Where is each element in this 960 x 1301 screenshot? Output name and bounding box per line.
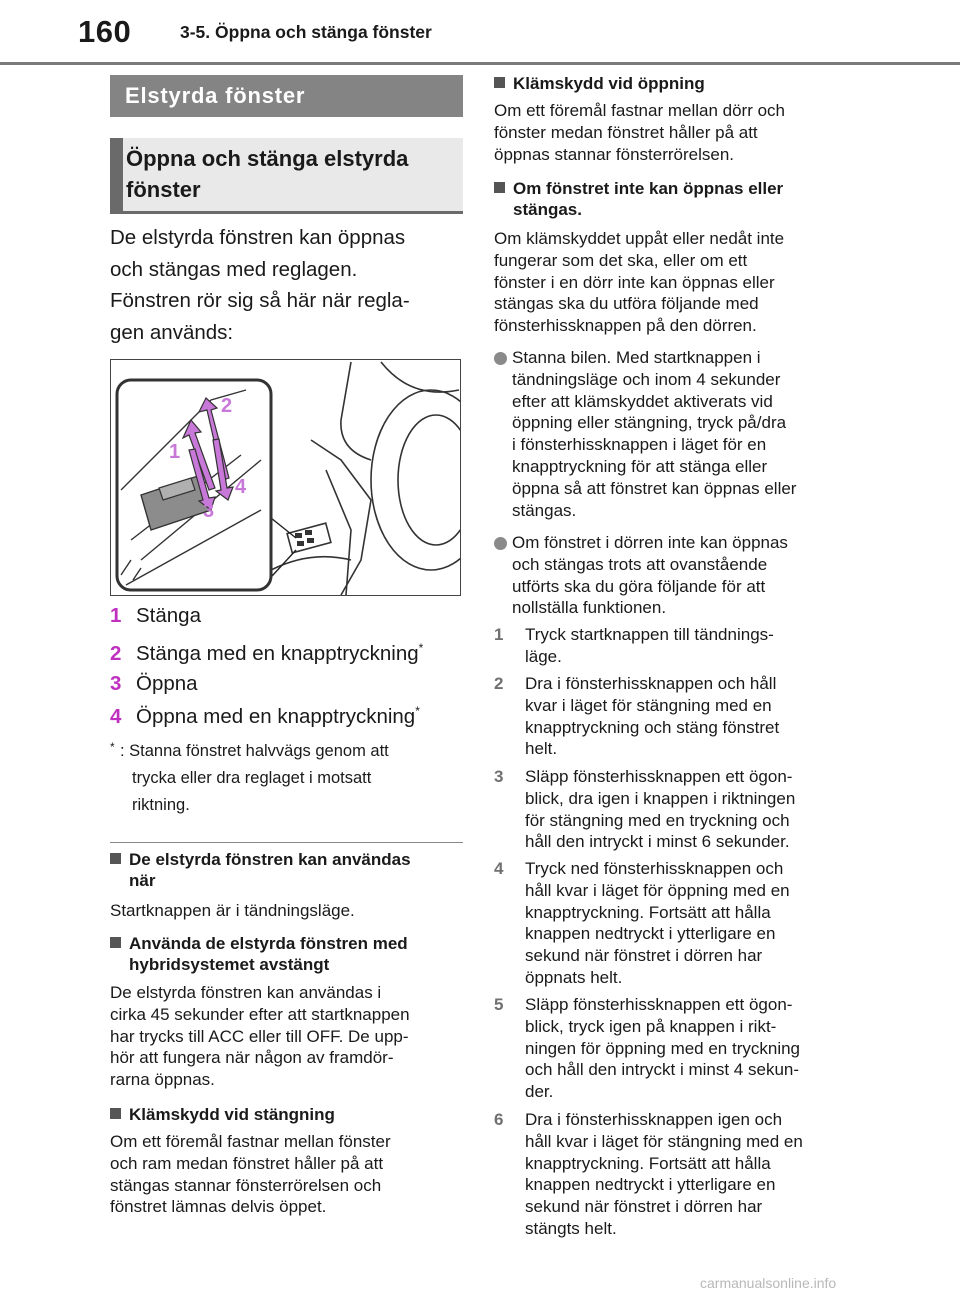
step-item: [494, 624, 854, 668]
body-line: cirka 45 sekunder efter att startknappen: [110, 1004, 410, 1024]
legend-text: Stänga med en knapptryckning: [136, 641, 419, 665]
section-body: [494, 100, 854, 165]
heading-line: Klämskydd vid öppning: [513, 74, 705, 93]
body-line: Om ett föremål fastnar mellan fönster: [110, 1132, 391, 1151]
step-line: öppnats helt.: [525, 967, 623, 987]
body-line: Startknappen är i tändningsläge.: [110, 901, 355, 920]
callout-2: 2: [221, 395, 233, 417]
heading-line: när: [129, 871, 156, 890]
step-line: håll kvar i läget för stängning med en: [525, 1131, 803, 1151]
bullet-line: i fönsterhissknappen i läget för en: [512, 435, 767, 455]
steering-wheel-inner: [398, 415, 460, 545]
section-heading: [110, 1104, 465, 1125]
door-panel-line: [326, 470, 351, 595]
body-line: har trycks till ACC eller till OFF. De upp-: [110, 1026, 409, 1046]
section-body: [110, 982, 465, 1091]
legend-star: *: [415, 704, 420, 718]
legend-number: 2: [110, 641, 122, 665]
footnote: [110, 738, 460, 819]
section-body: [494, 228, 854, 337]
step-line: knapptryckning och stäng fönstret: [525, 717, 780, 737]
circle-bullet-icon: [494, 352, 507, 365]
step-line: der.: [525, 1082, 554, 1102]
step-line: knappen nedtryckt i ytterligare en: [525, 1175, 776, 1195]
heading-line: Använda de elstyrda fönstren med: [129, 934, 408, 953]
body-line: hör att fungera när någon av framdör-: [110, 1048, 394, 1068]
step-line: Dra i fönsterhissknappen och håll: [525, 674, 777, 693]
callout-4: 4: [235, 476, 247, 498]
step-item: [494, 994, 854, 1103]
bullet-line: knapptryckning för att stänga eller: [512, 456, 768, 476]
intro-line: och stängas med reglagen.: [110, 257, 358, 281]
circle-bullet-icon: [494, 537, 507, 550]
dashboard-line: [381, 362, 459, 392]
step-line: ningen för öppning med en tryckning: [525, 1038, 801, 1058]
intro-line: De elstyrda fönstren kan öppnas: [110, 226, 406, 249]
square-bullet-icon: [110, 937, 121, 948]
chapter-banner: Elstyrda fönster: [110, 75, 463, 117]
step-number: 4: [494, 859, 504, 878]
step-line: Tryck ned fönsterhissknappen och: [525, 859, 784, 878]
square-bullet-icon: [110, 853, 121, 864]
section-title: 3-5. Öppna och stänga fönster: [180, 22, 432, 42]
callout-1: 1: [169, 441, 181, 463]
step-item: [494, 673, 854, 760]
body-line: öppnas stannar fönsterrörelsen.: [494, 144, 735, 164]
legend-text: Öppna: [136, 671, 198, 695]
page-number: 160: [78, 14, 132, 49]
intro-line: Fönstren rör sig så här när regla-: [110, 289, 410, 312]
step-line: helt.: [525, 739, 558, 759]
legend-item: [110, 704, 420, 729]
bullet-line: tändningsläge och inom 4 sekunder: [512, 369, 781, 389]
body-line: stängas ska du utföra följande med: [494, 294, 759, 314]
step-line: för stängning med en tryckning och: [525, 810, 790, 830]
section-heading: [494, 178, 854, 220]
heading-line: stängas.: [513, 200, 582, 219]
body-line: fönsterhissknappen på den dörren.: [494, 316, 757, 336]
heading-line: De elstyrda fönstren kan användas: [129, 850, 411, 869]
subheading-line: Öppna och stänga elstyrda: [126, 146, 409, 171]
legend-star: *: [418, 641, 424, 655]
step-line: och håll den intryckt i minst 4 sekun-: [525, 1060, 800, 1080]
footnote-line: : Stanna fönstret halvvägs genom att: [120, 742, 389, 760]
body-line: fönster i en dörr inte kan öppnas eller: [494, 272, 775, 292]
legend-item: [110, 671, 198, 696]
step-number: 5: [494, 995, 504, 1014]
footnote-star: *: [110, 740, 115, 754]
bullet-line: nollställa funktionen.: [512, 598, 667, 618]
bullet-item: [494, 347, 854, 521]
bullet-line: stängas.: [512, 500, 577, 520]
square-bullet-icon: [494, 77, 505, 88]
body-line: Om ett föremål fastnar mellan dörr och: [494, 101, 786, 120]
step-line: knapptryckning. Fortsätt att hålla: [525, 1153, 771, 1173]
legend-item: [110, 641, 423, 666]
door-line: [341, 362, 371, 460]
heading-line: Om fönstret inte kan öppnas eller: [513, 179, 784, 198]
body-line: De elstyrda fönstren kan användas i: [110, 983, 382, 1002]
section-divider: [110, 842, 463, 843]
body-line: fönster medan fönstret håller på att: [494, 122, 758, 142]
legend-text: Stänga: [136, 603, 201, 627]
step-line: håll kvar i läget för öppning med en: [525, 880, 790, 900]
footnote-line: riktning.: [132, 796, 190, 814]
body-line: Om klämskyddet uppåt eller nedåt inte: [494, 229, 785, 248]
section-body: [110, 1131, 465, 1218]
square-bullet-icon: [110, 1108, 121, 1119]
legend-number: 4: [110, 704, 122, 728]
step-line: Tryck startknappen till tändnings-: [525, 625, 774, 644]
step-number: 2: [494, 674, 504, 693]
step-line: Släpp fönsterhissknappen ett ögon-: [525, 995, 793, 1014]
step-line: sekund när fönstret i dörren har: [525, 946, 763, 966]
door-trim-line: [311, 440, 371, 595]
step-item: [494, 858, 854, 989]
square-bullet-icon: [494, 182, 505, 193]
step-line: sekund när fönstret i dörren har: [525, 1197, 763, 1217]
section-heading: [110, 849, 465, 891]
bullet-line: Stanna bilen. Med startknappen i: [512, 348, 761, 367]
bullet-line: öppning eller stängning, tryck på/dra: [512, 413, 787, 433]
body-line: fungerar som det ska, eller om ett: [494, 250, 748, 270]
step-line: läge.: [525, 646, 562, 666]
legend-number: 1: [110, 603, 122, 627]
callout-3: 3: [203, 500, 215, 522]
footnote-line: trycka eller dra reglaget i motsatt: [132, 769, 372, 787]
legend-text: Öppna med en knapptryckning: [136, 704, 416, 728]
step-line: knapptryckning. Fortsätt att hålla: [525, 902, 771, 922]
section-heading: [494, 73, 854, 94]
step-item: [494, 1109, 854, 1240]
intro-line: gen används:: [110, 320, 234, 344]
step-line: stängts helt.: [525, 1218, 617, 1238]
body-line: och ram medan fönstret håller på att: [110, 1153, 384, 1173]
step-line: blick, dra igen i knappen i riktningen: [525, 788, 796, 808]
legend-number: 3: [110, 671, 122, 695]
bullet-line: efter att klämskyddet aktiverats vid: [512, 391, 773, 411]
switch-buttons: [295, 530, 314, 546]
subheading: [110, 138, 463, 214]
step-line: kvar i läget för stängning med en: [525, 695, 772, 715]
watermark: carmanualsonline.info: [700, 1275, 837, 1291]
intro-text: [110, 222, 463, 348]
heading-line: hybridsystemet avstängt: [129, 955, 330, 974]
step-item: [494, 766, 854, 853]
bullet-line: utförts ska du göra följande för att: [512, 576, 766, 596]
window-switch-illustration: [110, 359, 461, 596]
step-line: håll den intryckt i minst 6 sekunder.: [525, 832, 790, 852]
header-rule: [0, 62, 960, 65]
section-heading: [110, 933, 465, 975]
step-number: 1: [494, 625, 504, 644]
bullet-line: öppna så att fönstret kan öppnas eller: [512, 478, 797, 498]
subheading-line: fönster: [126, 177, 201, 202]
step-line: Dra i fönsterhissknappen igen och: [525, 1110, 783, 1129]
bullet-line: Om fönstret i dörren inte kan öppnas: [512, 533, 788, 552]
illustration-svg: [111, 360, 460, 595]
heading-line: Klämskydd vid stängning: [129, 1105, 335, 1124]
step-number: 3: [494, 767, 504, 786]
step-line: blick, tryck igen på knappen i rikt-: [525, 1016, 777, 1036]
step-number: 6: [494, 1110, 504, 1129]
step-line: knappen nedtryckt i ytterligare en: [525, 924, 776, 944]
bullet-item: [494, 532, 854, 619]
legend-item: [110, 603, 201, 628]
bullet-line: och stängas trots att ovanstående: [512, 554, 768, 574]
section-body: [110, 900, 465, 922]
step-line: Släpp fönsterhissknappen ett ögon-: [525, 767, 793, 786]
body-line: rarna öppnas.: [110, 1070, 215, 1090]
body-line: fönstret lämnas delvis öppet.: [110, 1197, 327, 1217]
body-line: stängas stannar fönsterrörelsen och: [110, 1175, 382, 1195]
